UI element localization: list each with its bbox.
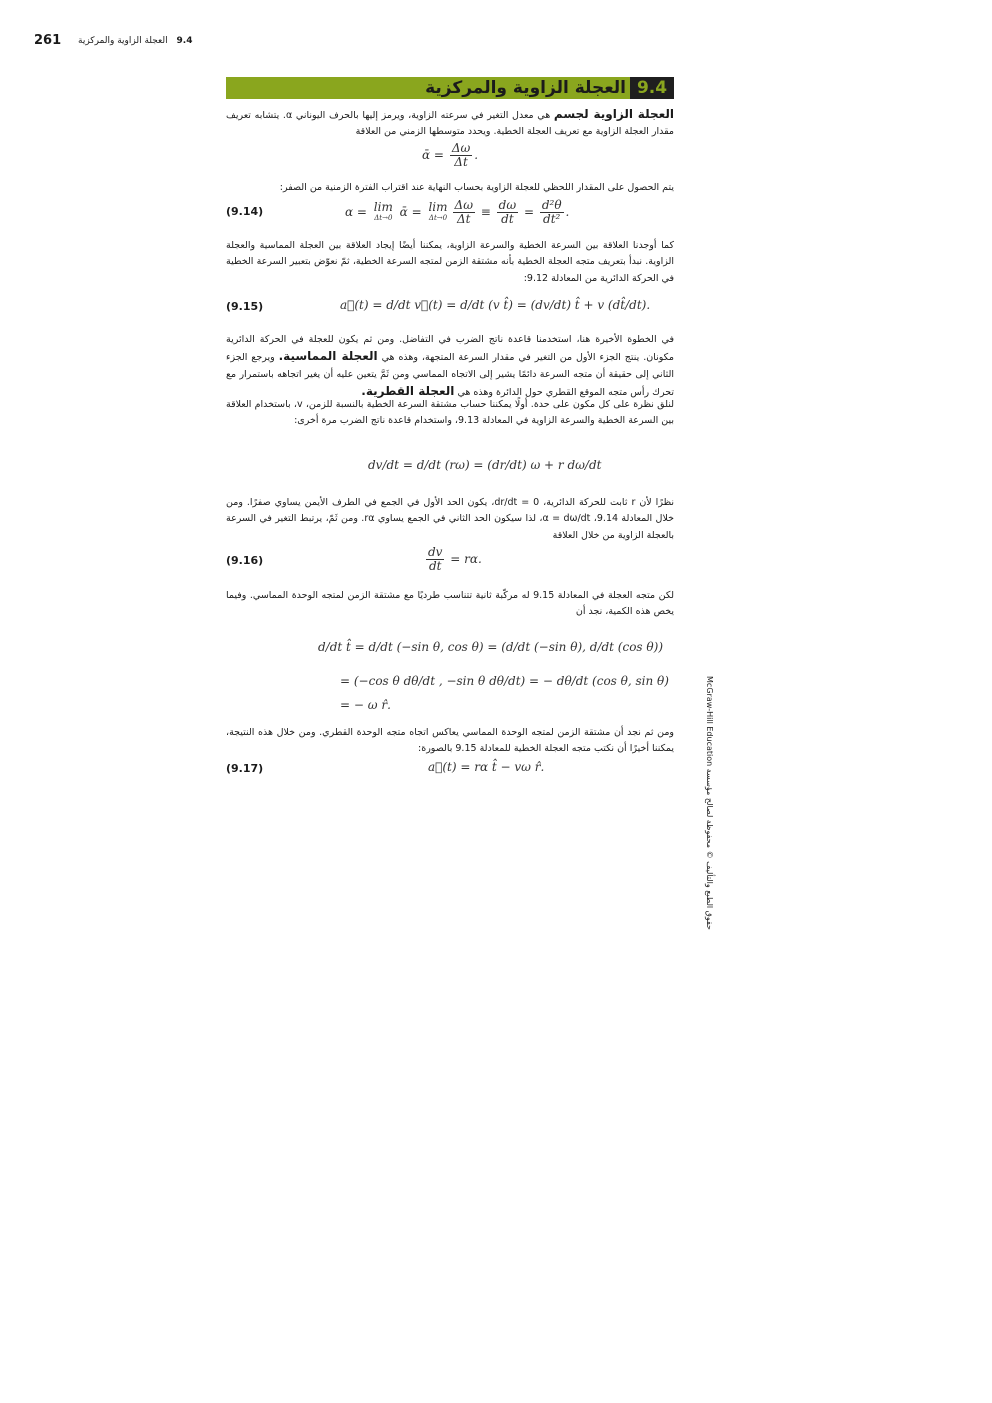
eq-avg-num: Δω [451,141,471,155]
eq916-rhs: = rα. [446,552,482,566]
eq914-f1n: Δω [454,198,473,212]
eq914-lim-sub: Δt→0 [374,213,393,222]
para4-text-1: في الخطوة الأخيرة هنا، استخدمنا قاعدة ناتج الضرب في التفاضل. ومن ثم يكون للعجلة في الحركة الدائرية مكونان. ينتج الجزء الأول من التغير في مقدار السرعة المتجهة، وهذه هي [226,334,674,364]
eq914-f1d: Δt [457,212,471,226]
paragraph-tangential-relation: كما أوجدنا العلاقة بين السرعة الخطية والسرعة الزاوية، يمكننا أيضًا إيجاد العلاقة بين العجلة المماسية والعجلة الزاوية. نبدأ بتعريف متجه العجلة الخطية بأنه مشتقة الزمن لمتجه السرعة الخطية، ثمّ نعوّض بتعبير السرعة الخطية في الحركة الدائرية من المعادلة 9.12: [226,240,674,284]
equation-unit-vector-line2: = (−cos θ dθ/dt , −sin θ dθ/dt) = − dθ/dt (cos θ, sin θ) [340,674,669,688]
eq914-p3: ≡ [476,205,495,219]
eq914-lim-word-2: lim [428,199,448,214]
eq-avg-den: Δt [454,155,468,169]
equation-9-17: a⃗(t) = rα t̂ − vω r̂. [428,760,545,774]
eq914-lim-word: lim [373,199,393,214]
equation-average-alpha [422,142,478,169]
eq914-p2: ᾱ = [395,205,426,219]
running-header [78,36,192,46]
copyright-side-credit: حقوق الطبع والتأليف © محفوظة لصالح مؤسسة McGraw-Hill Education [705,676,714,930]
eq-avg-tail: . [474,148,479,162]
section-number: 9.4 [630,77,674,99]
eq916-fraction [426,546,444,573]
eq914-f3n: d²θ [541,198,562,212]
equation-9-14 [345,199,569,226]
eq-avg-lhs: ᾱ = [422,148,444,162]
equation-label-9-14: (9.14) [226,205,264,218]
page-number: 261 [34,33,62,48]
eq916-den: dt [428,559,442,573]
section-title: العجلة الزاوية والمركزية [425,78,626,98]
equation-9-15: a⃗(t) = d/dt v⃗(t) = d/dt (v t̂) = (dv/dt) t̂ + v (dt̂/dt). [340,298,651,312]
eq914-limit [373,199,393,224]
eq914-f2d: dt [501,212,514,226]
paragraph-r-constant: نظرًا لأن r ثابت للحركة الدائرية، dr/dt = 0، يكون الحد الأول في الجمع في الطرف الأيمن يساوي صفرًا. ومن خلال المعادلة 9.14، α = dω/dt، لذا سيكون الحد الثاني في الجمع يساوي rα. ومن ثَمّ، يرتبط التغير في السرعة بالعجلة الزاوية من خلال العلاقة [226,497,675,541]
eq914-frac2 [497,199,518,226]
eq914-frac1 [453,199,475,226]
equation-label-9-17: (9.17) [226,762,264,775]
running-section-title: العجلة الزاوية والمركزية [78,36,168,46]
para4-text-2: ويرجع الجزء الثاني إلى حقيقة أن متجه السرعة دائمًا يشير إلى الاتجاه المماسي ومن ثَمَّ يتعين عليه أن يغير اتجاهه باستمرار مع تحرك رأس متجه الموقع القطري حول الدائرة وهذه هي [226,352,674,398]
eq914-p1: α = [345,205,371,219]
paragraph-two-components [226,332,674,401]
eq914-f3d: dt² [543,212,561,226]
eq916-num: dv [428,545,443,559]
eq914-lim-sub-2: Δt→0 [428,213,448,222]
equation-label-9-15: (9.15) [226,300,264,313]
running-section-number: 9.4 [176,36,193,46]
eq914-frac3 [540,199,564,226]
equation-9-16 [424,546,482,573]
eq914-f2n: dω [498,198,517,212]
equation-label-9-16: (9.16) [226,554,264,567]
term-angular-acceleration: العجلة الزاوية لجسم [553,107,675,121]
equation-dv-dt: dv/dt = d/dt (rω) = (dr/dt) ω + r dω/dt [368,458,602,472]
paragraph-result: ومن ثم نجد أن مشتقة الزمن لمتجه الوحدة المماسي يعاكس اتجاه متجه الوحدة القطري. ومن خلال هذه النتيجة، يمكننا أخيرًا أن نكتب متجه العجلة الخطية للمعادلة 9.15 بالصورة: [226,727,674,755]
eq914-tail: . [565,205,570,219]
paragraph-definition [226,106,674,141]
section-title-bar [226,77,674,99]
paragraph-instantaneous: يتم الحصول على المقدار اللحظي للعجلة الزاوية بحساب النهاية عند اقتراب الفترة الزمنية من الصفر: [279,182,674,193]
equation-unit-vector-line1: d/dt t̂ = d/dt (−sin θ, cos θ) = (d/dt (−sin θ), d/dt (cos θ)) [318,640,663,654]
eq-avg-fraction [450,142,472,169]
equation-unit-vector-line3: = − ω r̂. [340,698,391,712]
paragraph-definition-text: هي معدل التغير في سرعته الزاوية، ويرمز إليها بالحرف اليوناني α. يتشابه تعريف مقدار العجلة الزاوية مع تعريف العجلة الخطية. ويحدد متوسطها الزمني من العلاقة [226,110,674,138]
paragraph-second-component: لكن متجه العجلة في المعادلة 9.15 له مركّبة ثانية تتناسب طرديًا مع مشتقة الزمن لمتجه الوحدة المماسي. وفيما يخص هذه الكمية، نجد أن [226,590,674,618]
term-radial-acceleration: العجلة القطرية. [361,383,455,398]
paragraph-each-component: لنلق نظرة على كل مكون على حدة. أولًا يمكننا حساب مشتقة السرعة الخطية بالنسبة للزمن، v، باستخدام العلاقة بين السرعة الخطية والسرعة الزاوية في المعادلة 9.13، واستخدام قاعدة ناتج الضرب مرة أخرى: [226,399,675,427]
eq914-p4: = [520,205,538,219]
eq914-limit-2 [428,199,448,224]
term-tangential-acceleration: العجلة المماسية. [278,349,378,364]
